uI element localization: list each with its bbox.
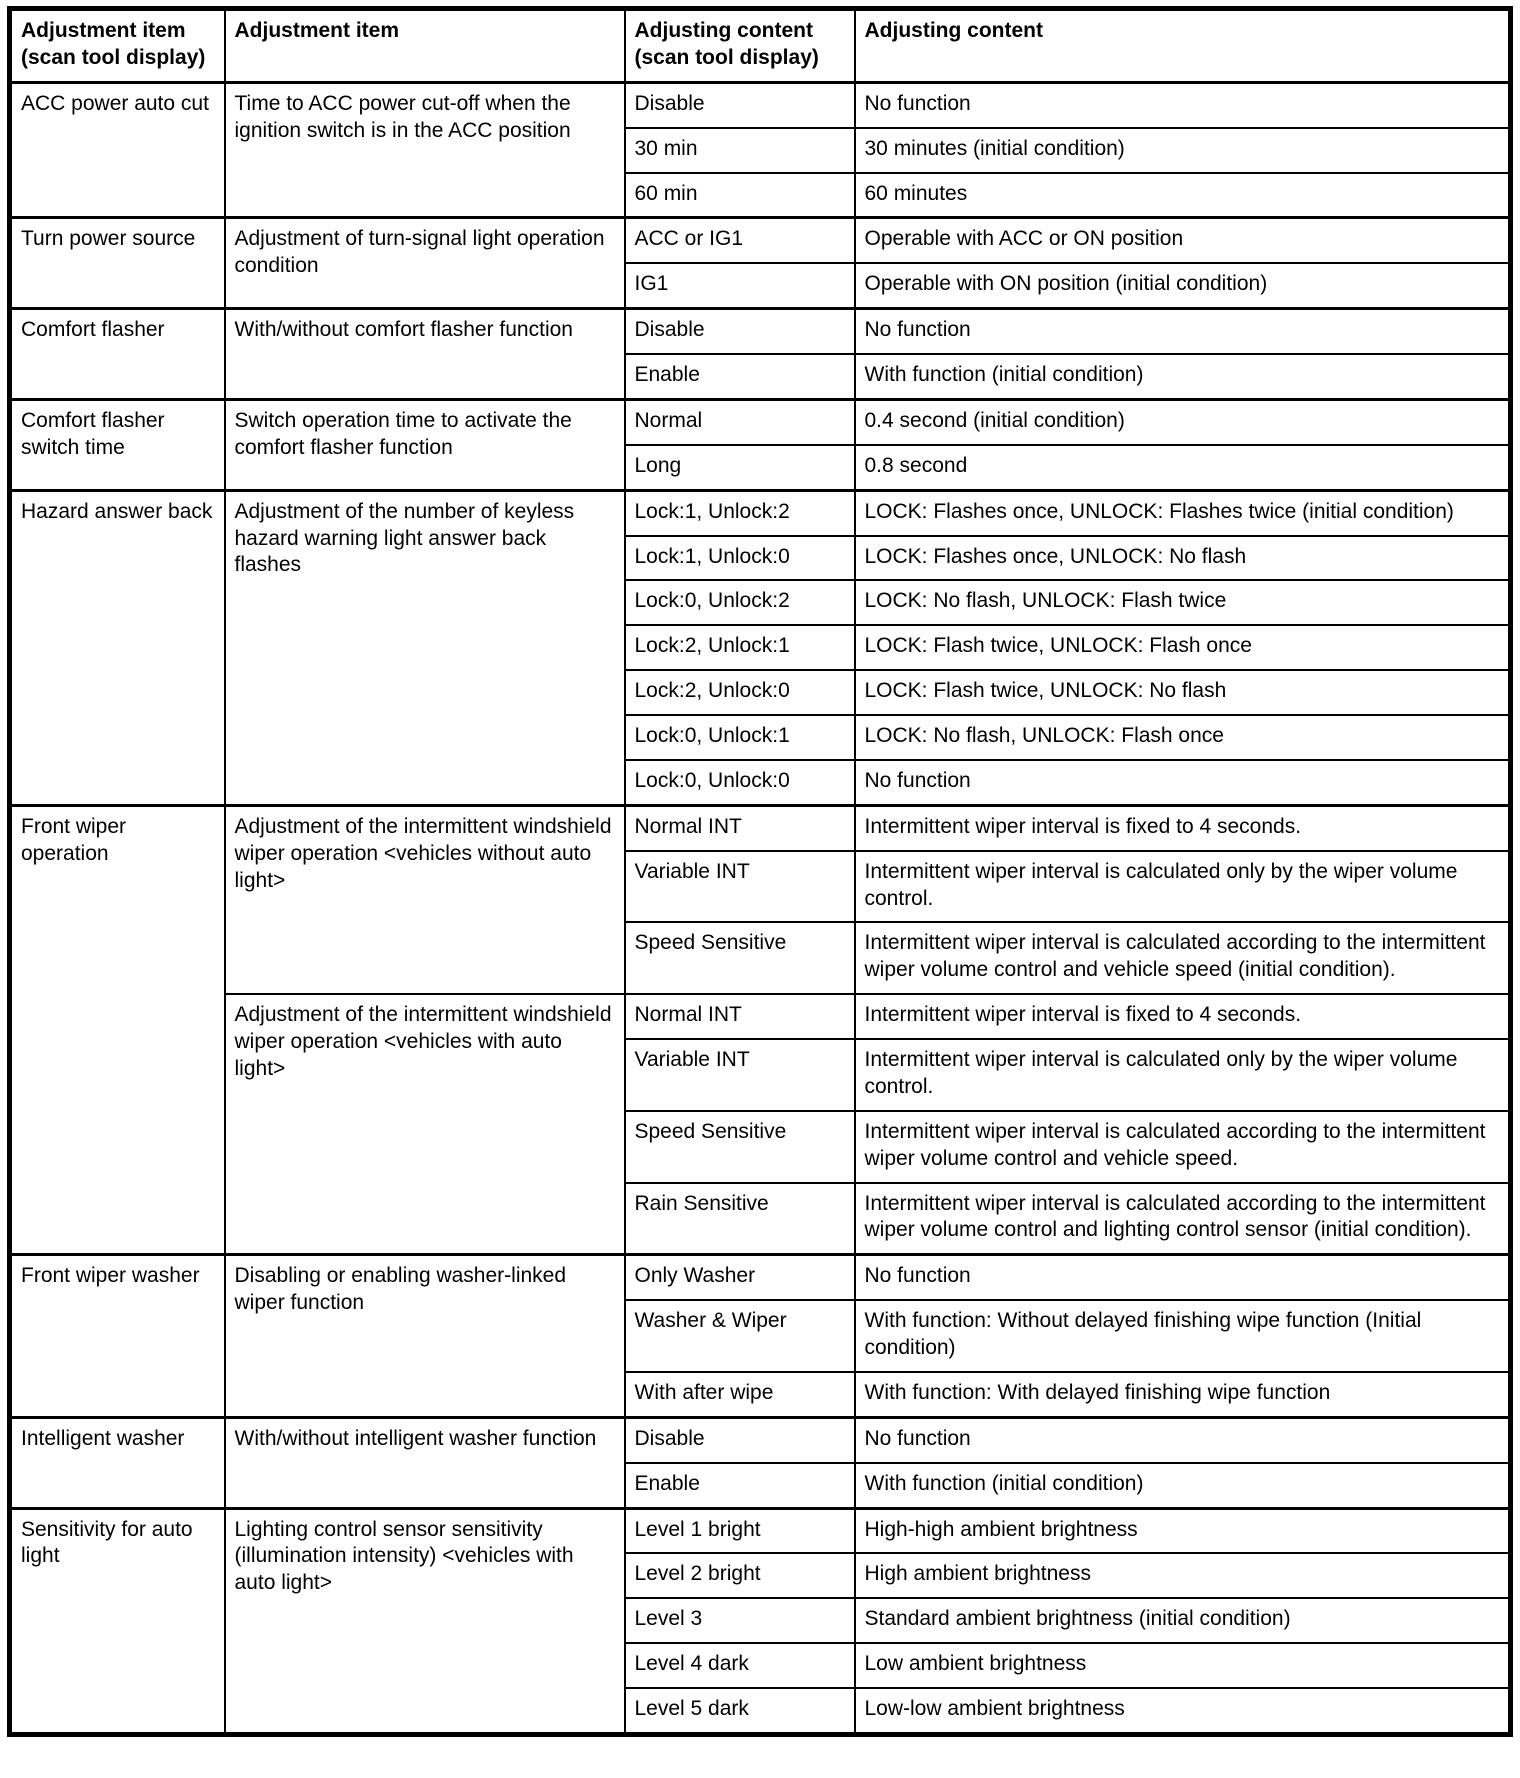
column-header: Adjusting content bbox=[855, 9, 1511, 83]
adjustment-description-cell: Adjustment of turn-signal light operation condition bbox=[225, 218, 625, 309]
scan-tool-display-cell: Lock:2, Unlock:1 bbox=[625, 625, 855, 670]
adjustment-item-cell: Comfort flasher bbox=[10, 309, 225, 400]
adjusting-content-cell: Intermittent wiper interval is calculated according to the intermittent wiper volume control and vehicle speed. bbox=[855, 1111, 1511, 1183]
scan-tool-display-cell: Lock:0, Unlock:0 bbox=[625, 760, 855, 805]
column-header: Adjusting content (scan tool display) bbox=[625, 9, 855, 83]
table-row bbox=[10, 218, 1511, 263]
adjustment-item-cell: Intelligent washer bbox=[10, 1417, 225, 1508]
adjustment-item-cell: Front wiper operation bbox=[10, 805, 225, 1255]
adjusting-content-cell: High-high ambient brightness bbox=[855, 1508, 1511, 1553]
scan-tool-display-cell: Speed Sensitive bbox=[625, 922, 855, 994]
scan-tool-display-cell: 30 min bbox=[625, 128, 855, 173]
adjusting-content-cell: Intermittent wiper interval is calculated according to the intermittent wiper volume control and lighting control sensor (initial condition). bbox=[855, 1183, 1511, 1255]
adjusting-content-cell: LOCK: Flash twice, UNLOCK: Flash once bbox=[855, 625, 1511, 670]
adjustment-description-cell: Switch operation time to activate the comfort flasher function bbox=[225, 399, 625, 490]
adjusting-content-cell: Intermittent wiper interval is fixed to 4 seconds. bbox=[855, 994, 1511, 1039]
table-row bbox=[10, 1417, 1511, 1462]
scan-tool-display-cell: Disable bbox=[625, 1417, 855, 1462]
adjustment-item-cell: Hazard answer back bbox=[10, 490, 225, 805]
scan-tool-display-cell: Level 5 dark bbox=[625, 1688, 855, 1734]
adjusting-content-cell: No function bbox=[855, 82, 1511, 127]
adjustment-description-cell: With/without comfort flasher function bbox=[225, 309, 625, 400]
scan-tool-display-cell: Lock:2, Unlock:0 bbox=[625, 670, 855, 715]
adjusting-content-cell: Low-low ambient brightness bbox=[855, 1688, 1511, 1734]
scan-tool-display-cell: IG1 bbox=[625, 263, 855, 308]
table-row bbox=[10, 490, 1511, 535]
adjusting-content-cell: LOCK: Flashes once, UNLOCK: No flash bbox=[855, 536, 1511, 581]
table-row bbox=[10, 805, 1511, 850]
scan-tool-display-cell: Lock:0, Unlock:1 bbox=[625, 715, 855, 760]
scan-tool-display-cell: Normal INT bbox=[625, 805, 855, 850]
adjustment-description-cell: Adjustment of the intermittent windshield wiper operation <vehicles without auto light> bbox=[225, 805, 625, 994]
adjusting-content-cell: Intermittent wiper interval is calculated only by the wiper volume control. bbox=[855, 1039, 1511, 1111]
scan-tool-display-cell: Normal bbox=[625, 399, 855, 444]
adjustment-item-cell: Sensitivity for auto light bbox=[10, 1508, 225, 1734]
adjustment-description-cell: Disabling or enabling washer-linked wiper function bbox=[225, 1255, 625, 1418]
adjustment-description-cell: Time to ACC power cut-off when the ignition switch is in the ACC position bbox=[225, 82, 625, 218]
adjusting-content-cell: No function bbox=[855, 309, 1511, 354]
adjusting-content-cell: High ambient brightness bbox=[855, 1553, 1511, 1598]
adjustment-item-cell: Comfort flasher switch time bbox=[10, 399, 225, 490]
adjustment-table bbox=[7, 6, 1513, 1737]
adjustment-item-cell: ACC power auto cut bbox=[10, 82, 225, 218]
adjusting-content-cell: Operable with ON position (initial condition) bbox=[855, 263, 1511, 308]
adjustment-description-cell: Lighting control sensor sensitivity (illumination intensity) <vehicles with auto light> bbox=[225, 1508, 625, 1734]
adjustment-item-cell: Front wiper washer bbox=[10, 1255, 225, 1418]
scan-tool-display-cell: Normal INT bbox=[625, 994, 855, 1039]
scan-tool-display-cell: Only Washer bbox=[625, 1255, 855, 1300]
adjusting-content-cell: No function bbox=[855, 1255, 1511, 1300]
table-header bbox=[10, 9, 1511, 83]
adjusting-content-cell: 30 minutes (initial condition) bbox=[855, 128, 1511, 173]
table-row bbox=[10, 309, 1511, 354]
scan-tool-display-cell: Enable bbox=[625, 354, 855, 399]
table-row bbox=[10, 994, 1511, 1039]
adjusting-content-cell: 0.4 second (initial condition) bbox=[855, 399, 1511, 444]
scan-tool-display-cell: Long bbox=[625, 445, 855, 490]
adjusting-content-cell: Intermittent wiper interval is calculated according to the intermittent wiper volume control and vehicle speed (initial condition). bbox=[855, 922, 1511, 994]
adjusting-content-cell: Intermittent wiper interval is fixed to 4 seconds. bbox=[855, 805, 1511, 850]
scan-tool-display-cell: With after wipe bbox=[625, 1372, 855, 1417]
adjusting-content-cell: Standard ambient brightness (initial condition) bbox=[855, 1598, 1511, 1643]
scan-tool-display-cell: Level 1 bright bbox=[625, 1508, 855, 1553]
scan-tool-display-cell: 60 min bbox=[625, 173, 855, 218]
adjusting-content-cell: No function bbox=[855, 760, 1511, 805]
table-row bbox=[10, 82, 1511, 127]
scan-tool-display-cell: Speed Sensitive bbox=[625, 1111, 855, 1183]
adjusting-content-cell: No function bbox=[855, 1417, 1511, 1462]
adjustment-description-cell: Adjustment of the intermittent windshield wiper operation <vehicles with auto light> bbox=[225, 994, 625, 1255]
scan-tool-display-cell: Variable INT bbox=[625, 851, 855, 923]
adjusting-content-cell: 0.8 second bbox=[855, 445, 1511, 490]
adjustment-description-cell: With/without intelligent washer function bbox=[225, 1417, 625, 1508]
adjusting-content-cell: Operable with ACC or ON position bbox=[855, 218, 1511, 263]
adjusting-content-cell: Intermittent wiper interval is calculated only by the wiper volume control. bbox=[855, 851, 1511, 923]
table-body bbox=[10, 82, 1511, 1734]
adjusting-content-cell: 60 minutes bbox=[855, 173, 1511, 218]
scan-tool-display-cell: Lock:1, Unlock:2 bbox=[625, 490, 855, 535]
table-row bbox=[10, 1255, 1511, 1300]
scan-tool-display-cell: Disable bbox=[625, 309, 855, 354]
adjusting-content-cell: With function: Without delayed finishing wipe function (Initial condition) bbox=[855, 1300, 1511, 1372]
scan-tool-display-cell: Washer & Wiper bbox=[625, 1300, 855, 1372]
adjusting-content-cell: LOCK: Flash twice, UNLOCK: No flash bbox=[855, 670, 1511, 715]
adjusting-content-cell: LOCK: No flash, UNLOCK: Flash twice bbox=[855, 580, 1511, 625]
scan-tool-display-cell: Disable bbox=[625, 82, 855, 127]
header-row bbox=[10, 9, 1511, 83]
scan-tool-display-cell: Enable bbox=[625, 1463, 855, 1508]
adjusting-content-cell: Low ambient brightness bbox=[855, 1643, 1511, 1688]
adjusting-content-cell: With function: With delayed finishing wipe function bbox=[855, 1372, 1511, 1417]
column-header: Adjustment item bbox=[225, 9, 625, 83]
adjusting-content-cell: With function (initial condition) bbox=[855, 1463, 1511, 1508]
scan-tool-display-cell: Variable INT bbox=[625, 1039, 855, 1111]
adjusting-content-cell: With function (initial condition) bbox=[855, 354, 1511, 399]
table-row bbox=[10, 399, 1511, 444]
adjustment-description-cell: Adjustment of the number of keyless hazard warning light answer back flashes bbox=[225, 490, 625, 805]
adjusting-content-cell: LOCK: Flashes once, UNLOCK: Flashes twice (initial condition) bbox=[855, 490, 1511, 535]
scan-tool-display-cell: Level 2 bright bbox=[625, 1553, 855, 1598]
scan-tool-display-cell: Lock:0, Unlock:2 bbox=[625, 580, 855, 625]
column-header: Adjustment item (scan tool display) bbox=[10, 9, 225, 83]
table-row bbox=[10, 1508, 1511, 1553]
scan-tool-display-cell: ACC or IG1 bbox=[625, 218, 855, 263]
adjusting-content-cell: LOCK: No flash, UNLOCK: Flash once bbox=[855, 715, 1511, 760]
scan-tool-display-cell: Rain Sensitive bbox=[625, 1183, 855, 1255]
scan-tool-display-cell: Level 4 dark bbox=[625, 1643, 855, 1688]
adjustment-item-cell: Turn power source bbox=[10, 218, 225, 309]
scan-tool-display-cell: Level 3 bbox=[625, 1598, 855, 1643]
scan-tool-display-cell: Lock:1, Unlock:0 bbox=[625, 536, 855, 581]
